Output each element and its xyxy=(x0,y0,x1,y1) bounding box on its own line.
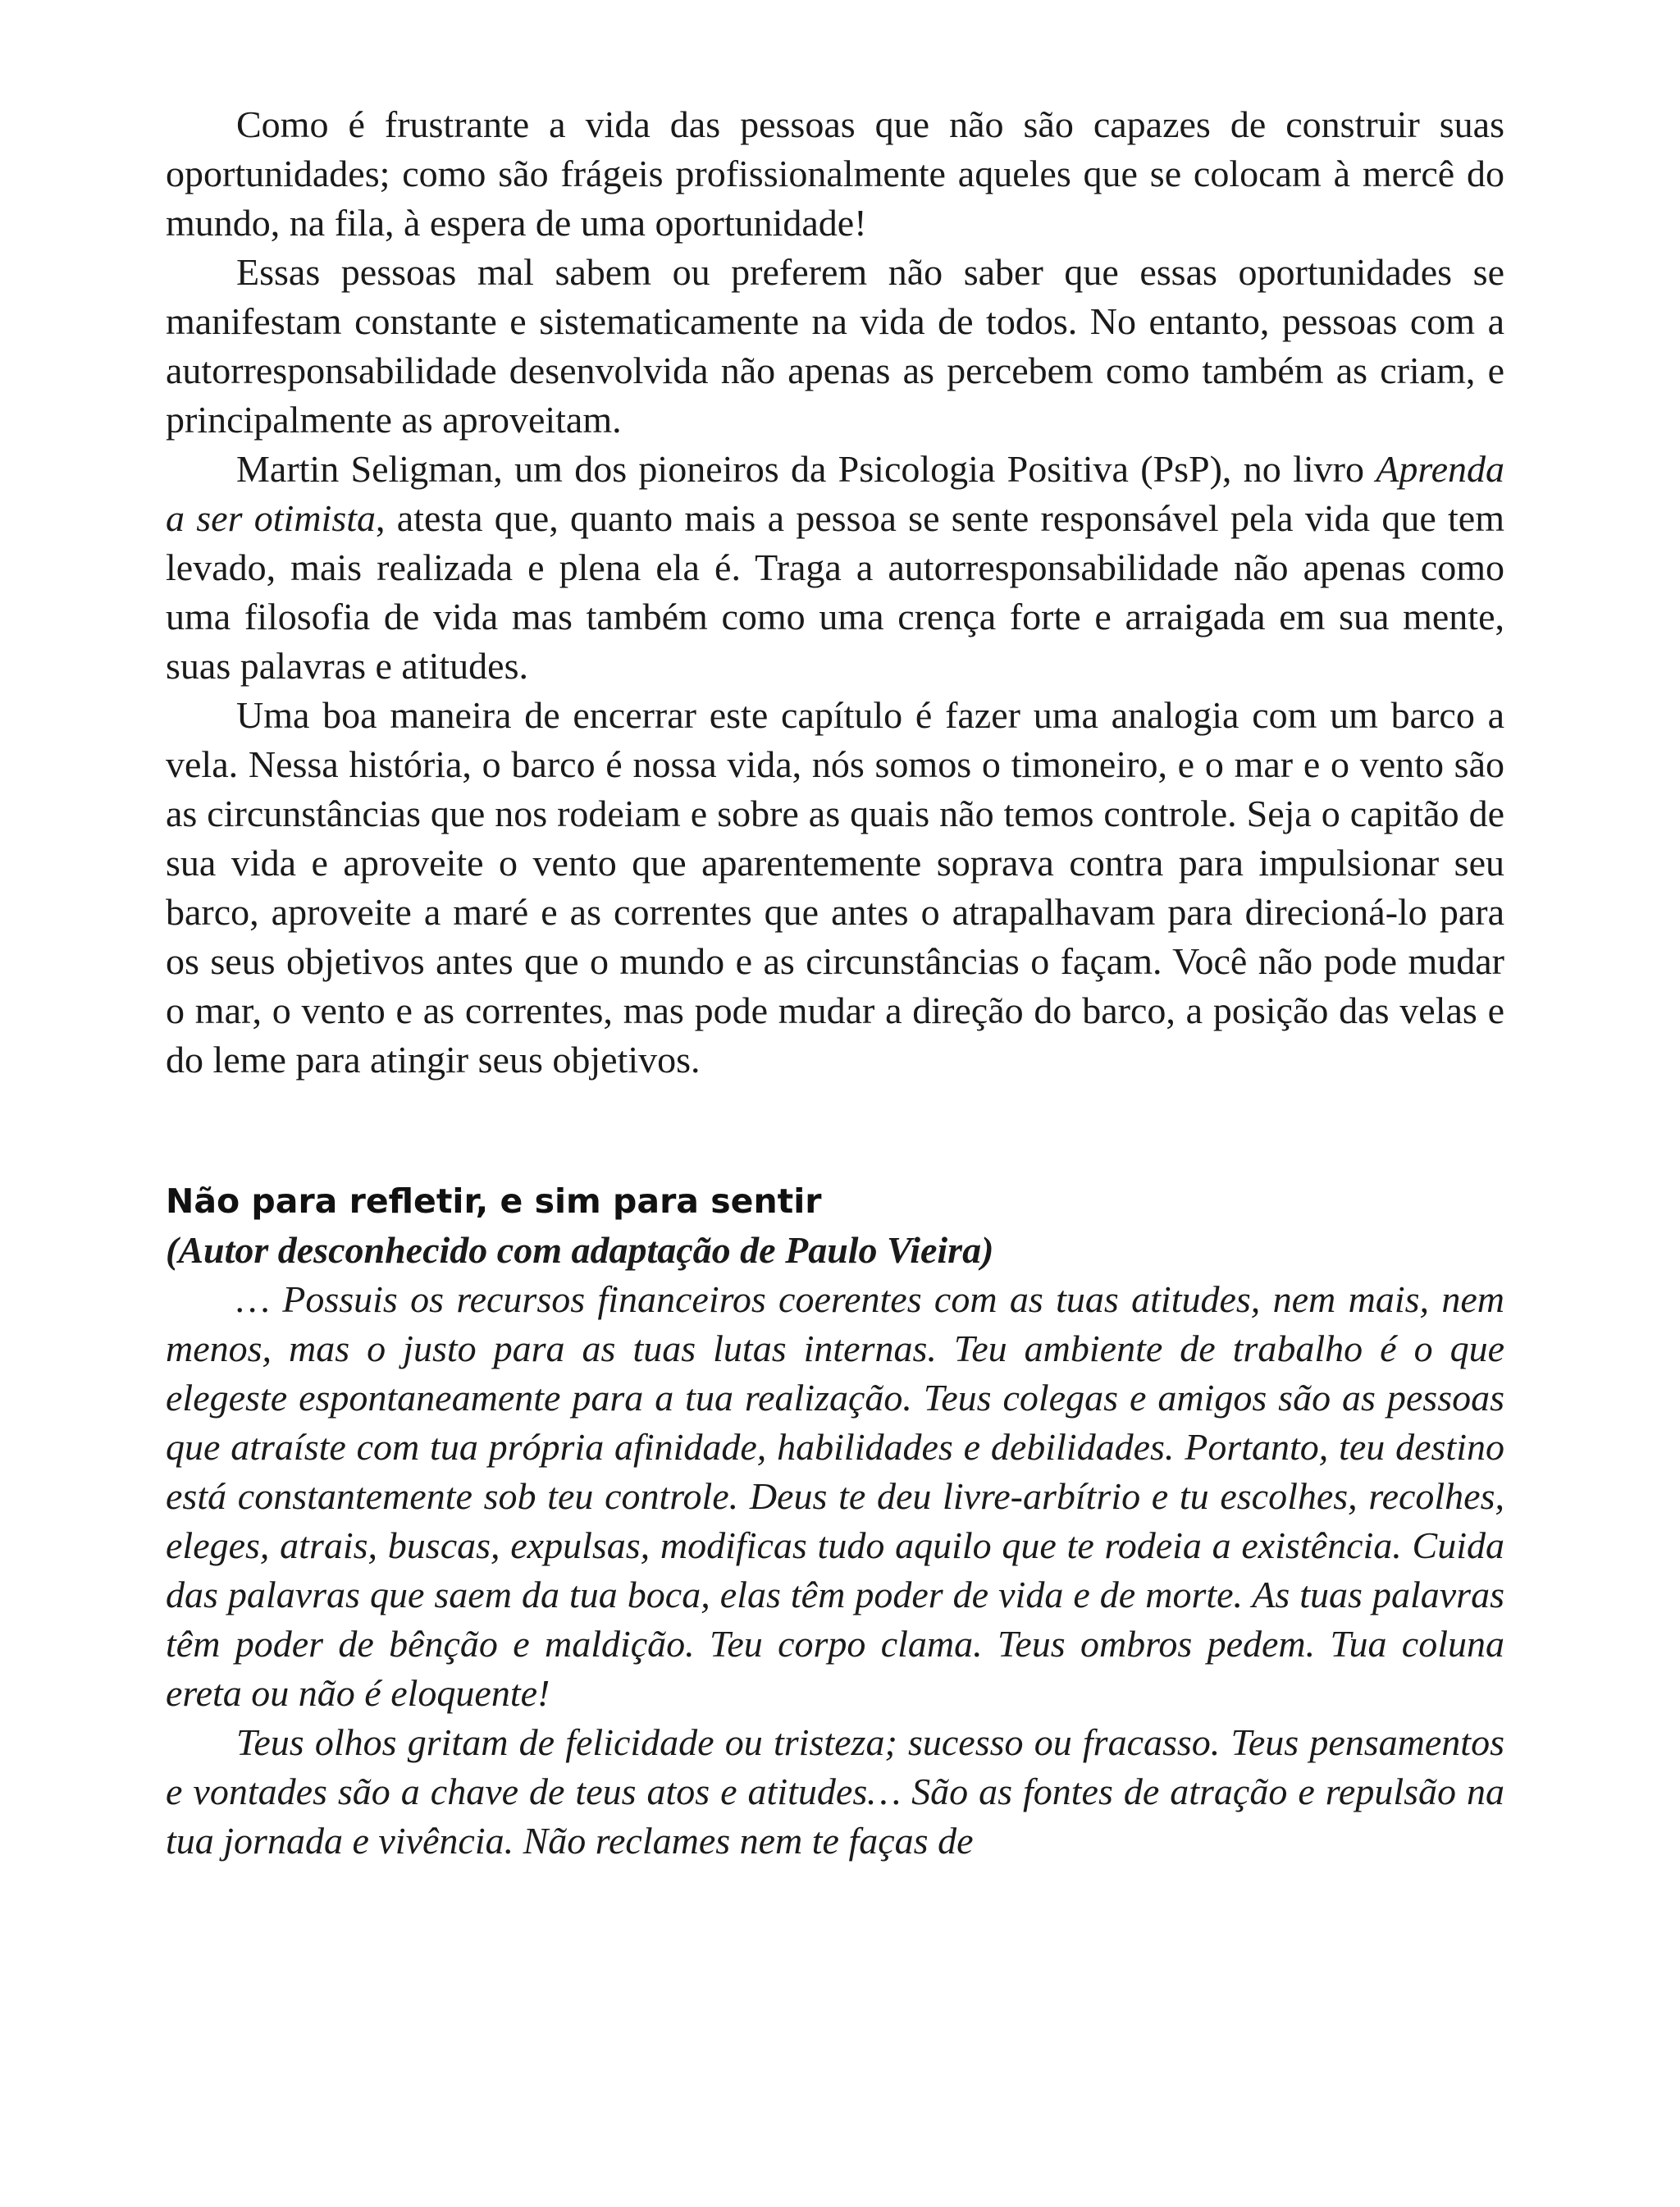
paragraph-seligman-end: , atesta que, quanto mais a pessoa se sente responsável pela vida que tem levado, mais realizada e plena ela é. Traga a autorresponsabilidade não apenas como uma filosofia de vida mas também como uma crença forte e arraigada em sua mente, suas palavras e atitudes. xyxy=(166,497,1505,687)
paragraph-sailboat-analogy: Uma boa maneira de encerrar este capítulo é fazer uma analogia com um barco a vela. Nessa história, o barco é nossa vida, nós somos o timoneiro, e o mar e o vento são as circunstâncias que nos rodeiam e sobre as quais não temos controle. Seja o capitão de sua vida e aproveite o vento que aparentemente soprava contra para impulsionar seu barco, aproveite a maré e as correntes que antes o atrapalhavam para direcioná-lo para os seus objetivos antes que o mundo e as circunstâncias o façam. Você não pode mudar o mar, o vento e as correntes, mas pode mudar a direção do barco, a posição das velas e do leme para atingir seus objetivos. xyxy=(166,694,1504,1081)
quote-block xyxy=(166,1275,1504,1866)
quote-paragraph: Teus olhos gritam de felicidade ou tristeza; sucesso ou fracasso. Teus pensamentos e vontades são a chave de teus atos e atitudes… São as fontes de atração e repulsão na tua jornada e vivência. Não reclames nem te faças de xyxy=(166,1721,1504,1862)
paragraph-self-responsibility: Essas pessoas mal sabem ou preferem não saber que essas oportunidades se manifestam constante e sistematicamente na vida de todos. No entanto, pessoas com a autorresponsabilidade desenvolvida não apenas as percebem como também as criam, e principalmente as aproveitam. xyxy=(166,251,1504,441)
paragraph-opportunities: Como é frustrante a vida das pessoas que não são capazes de construir suas oportunidades; como são frágeis profissionalmente aqueles que se colocam à mercê do mundo, na fila, à espera de uma oportunidade! xyxy=(166,103,1504,244)
paragraph-seligman xyxy=(166,445,1504,691)
paragraph-seligman-start: Martin Seligman, um dos pioneiros da Psicologia Positiva (PsP), no livro xyxy=(236,448,1376,490)
section-attribution: (Autor desconhecido com adaptação de Paulo Vieira) xyxy=(166,1229,994,1271)
book-title: Aprenda a ser otimista xyxy=(166,448,1504,539)
book-page xyxy=(166,100,1504,1866)
section-heading: Não para refletir, e sim para sentir xyxy=(166,1181,822,1221)
quote-paragraph: … Possuis os recursos financeiros coerentes com as tuas atitudes, nem mais, nem menos, mas o justo para as tuas lutas internas. Teu ambiente de trabalho é o que elegeste espontaneamente para a tua realização. Teus colegas e amigos são as pessoas que atraíste com tua própria afinidade, habilidades e debilidades. Portanto, teu destino está constantemente sob teu controle. Deus te deu livre-arbítrio e tu escolhes, recolhes, eleges, atrais, buscas, expulsas, modificas tudo aquilo que te rodeia a existência. Cuida das palavras que saem da tua boca, elas têm poder de vida e de morte. As tuas palavras têm poder de bênção e maldição. Teu corpo clama. Teus ombros pedem. Tua coluna ereta ou não é eloquente! xyxy=(166,1278,1504,1714)
